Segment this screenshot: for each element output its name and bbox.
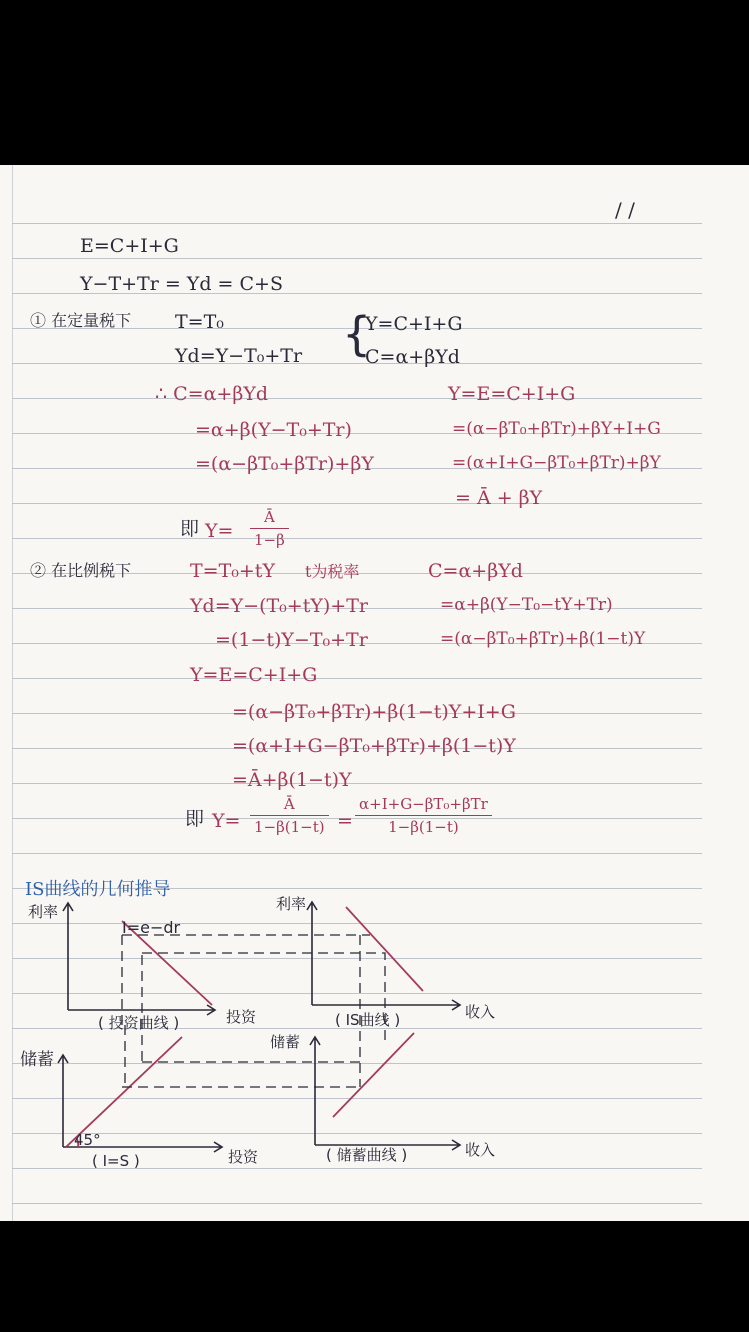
header-marks: / /: [615, 198, 635, 222]
q2-x-label: 收入: [465, 1003, 496, 1021]
sec1-income-line-4: = Ā + βY: [455, 487, 543, 509]
q1-y-label: 利率: [28, 903, 59, 921]
saving-curve: [333, 1033, 414, 1117]
section-2-consumption-def: C=α+βYd: [428, 560, 523, 582]
section-2-tax-note: t为税率: [305, 562, 360, 581]
sec2-fraction-2-numerator: α+I+G−βT₀+βTr: [359, 795, 488, 813]
sec1-result-numerator: Ā: [263, 508, 275, 526]
notebook-page: [0, 165, 749, 1221]
sec2-fraction-1-numerator: Ā: [283, 795, 295, 813]
section-1-label: ① 在定量税下: [30, 311, 132, 330]
sec2-consumption-line-2: =α+β(Y−T₀−tY+Tr): [440, 595, 613, 615]
sec2-result-lhs: Y=: [212, 810, 241, 832]
q4-axes: [310, 1037, 460, 1150]
system-eq-1: Y=C+I+G: [365, 313, 463, 335]
sec1-consumption-line-2: =α+β(Y−T₀+Tr): [195, 419, 352, 441]
q1-caption: ( 投资曲线 ): [98, 1014, 180, 1032]
sec1-consumption-line-1: ∴ C=α+βYd: [155, 383, 269, 405]
sec2-yd-line-2: =(1−t)Y−T₀+Tr: [215, 629, 368, 651]
sec2-income-line-1: Y=E=C+I+G: [190, 664, 318, 686]
q4-caption: ( 储蓄曲线 ): [326, 1146, 408, 1164]
sec1-result-lhs: Y=: [205, 520, 234, 542]
sec2-result-prefix: 即: [185, 808, 205, 830]
sec2-fraction-1-denominator: 1−β(1−t): [254, 818, 325, 836]
diagram-title: IS曲线的几何推导: [25, 879, 171, 900]
equation-expenditure: E=C+I+G: [80, 235, 179, 257]
q3-x-label: 投资: [228, 1148, 259, 1166]
section-2-label: ② 在比例税下: [30, 561, 132, 580]
q2-y-label: 利率: [276, 895, 307, 913]
q2-axes: [307, 902, 460, 1010]
sec2-income-line-3: =(α+I+G−βT₀+βTr)+β(1−t)Y: [232, 735, 516, 757]
q3-y-label: 储蓄: [20, 1050, 54, 1070]
sec2-result-equals: =: [337, 810, 353, 832]
sec1-income-line-2: =(α−βT₀+βTr)+βY+I+G: [452, 419, 661, 439]
q4-x-label: 收入: [465, 1141, 496, 1159]
sec1-income-line-3: =(α+I+G−βT₀+βTr)+βY: [452, 453, 661, 473]
sec2-fraction-2-denominator: 1−β(1−t): [388, 818, 459, 836]
equation-disposable-income: Y−T+Tr = Yd = C+S: [80, 273, 283, 295]
sec2-income-line-2: =(α−βT₀+βTr)+β(1−t)Y+I+G: [232, 701, 516, 723]
q1-curve-label: I=e−dr: [122, 918, 181, 937]
q3-angle-label: 45°: [74, 1131, 101, 1149]
system-eq-2: C=α+βYd: [365, 346, 460, 368]
sec2-consumption-line-3: =(α−βT₀+βTr)+β(1−t)Y: [440, 629, 646, 649]
sec2-yd-line-1: Yd=Y−(T₀+tY)+Tr: [190, 595, 368, 617]
is-curve-diagram: [0, 165, 749, 1221]
section-1-tax-def: T=T₀: [175, 311, 224, 333]
sec1-income-line-1: Y=E=C+I+G: [448, 383, 576, 405]
sec1-result-denominator: 1−β: [254, 531, 285, 549]
sec1-consumption-line-3: =(α−βT₀+βTr)+βY: [195, 453, 374, 475]
q4-y-label: 储蓄: [270, 1033, 301, 1051]
section-2-tax-def: T=T₀+tY: [190, 560, 275, 582]
is-curve: [346, 907, 423, 991]
q2-caption: ( IS曲线 ): [335, 1011, 401, 1029]
sec2-income-line-4: =Ā+β(1−t)Y: [232, 769, 352, 791]
section-1-yd-def: Yd=Y−T₀+Tr: [175, 345, 303, 367]
q1-x-label: 投资: [226, 1008, 257, 1026]
q3-caption: ( I=S ): [92, 1152, 140, 1170]
sec1-result-prefix: 即: [180, 518, 200, 540]
system-brace: {: [342, 307, 372, 361]
